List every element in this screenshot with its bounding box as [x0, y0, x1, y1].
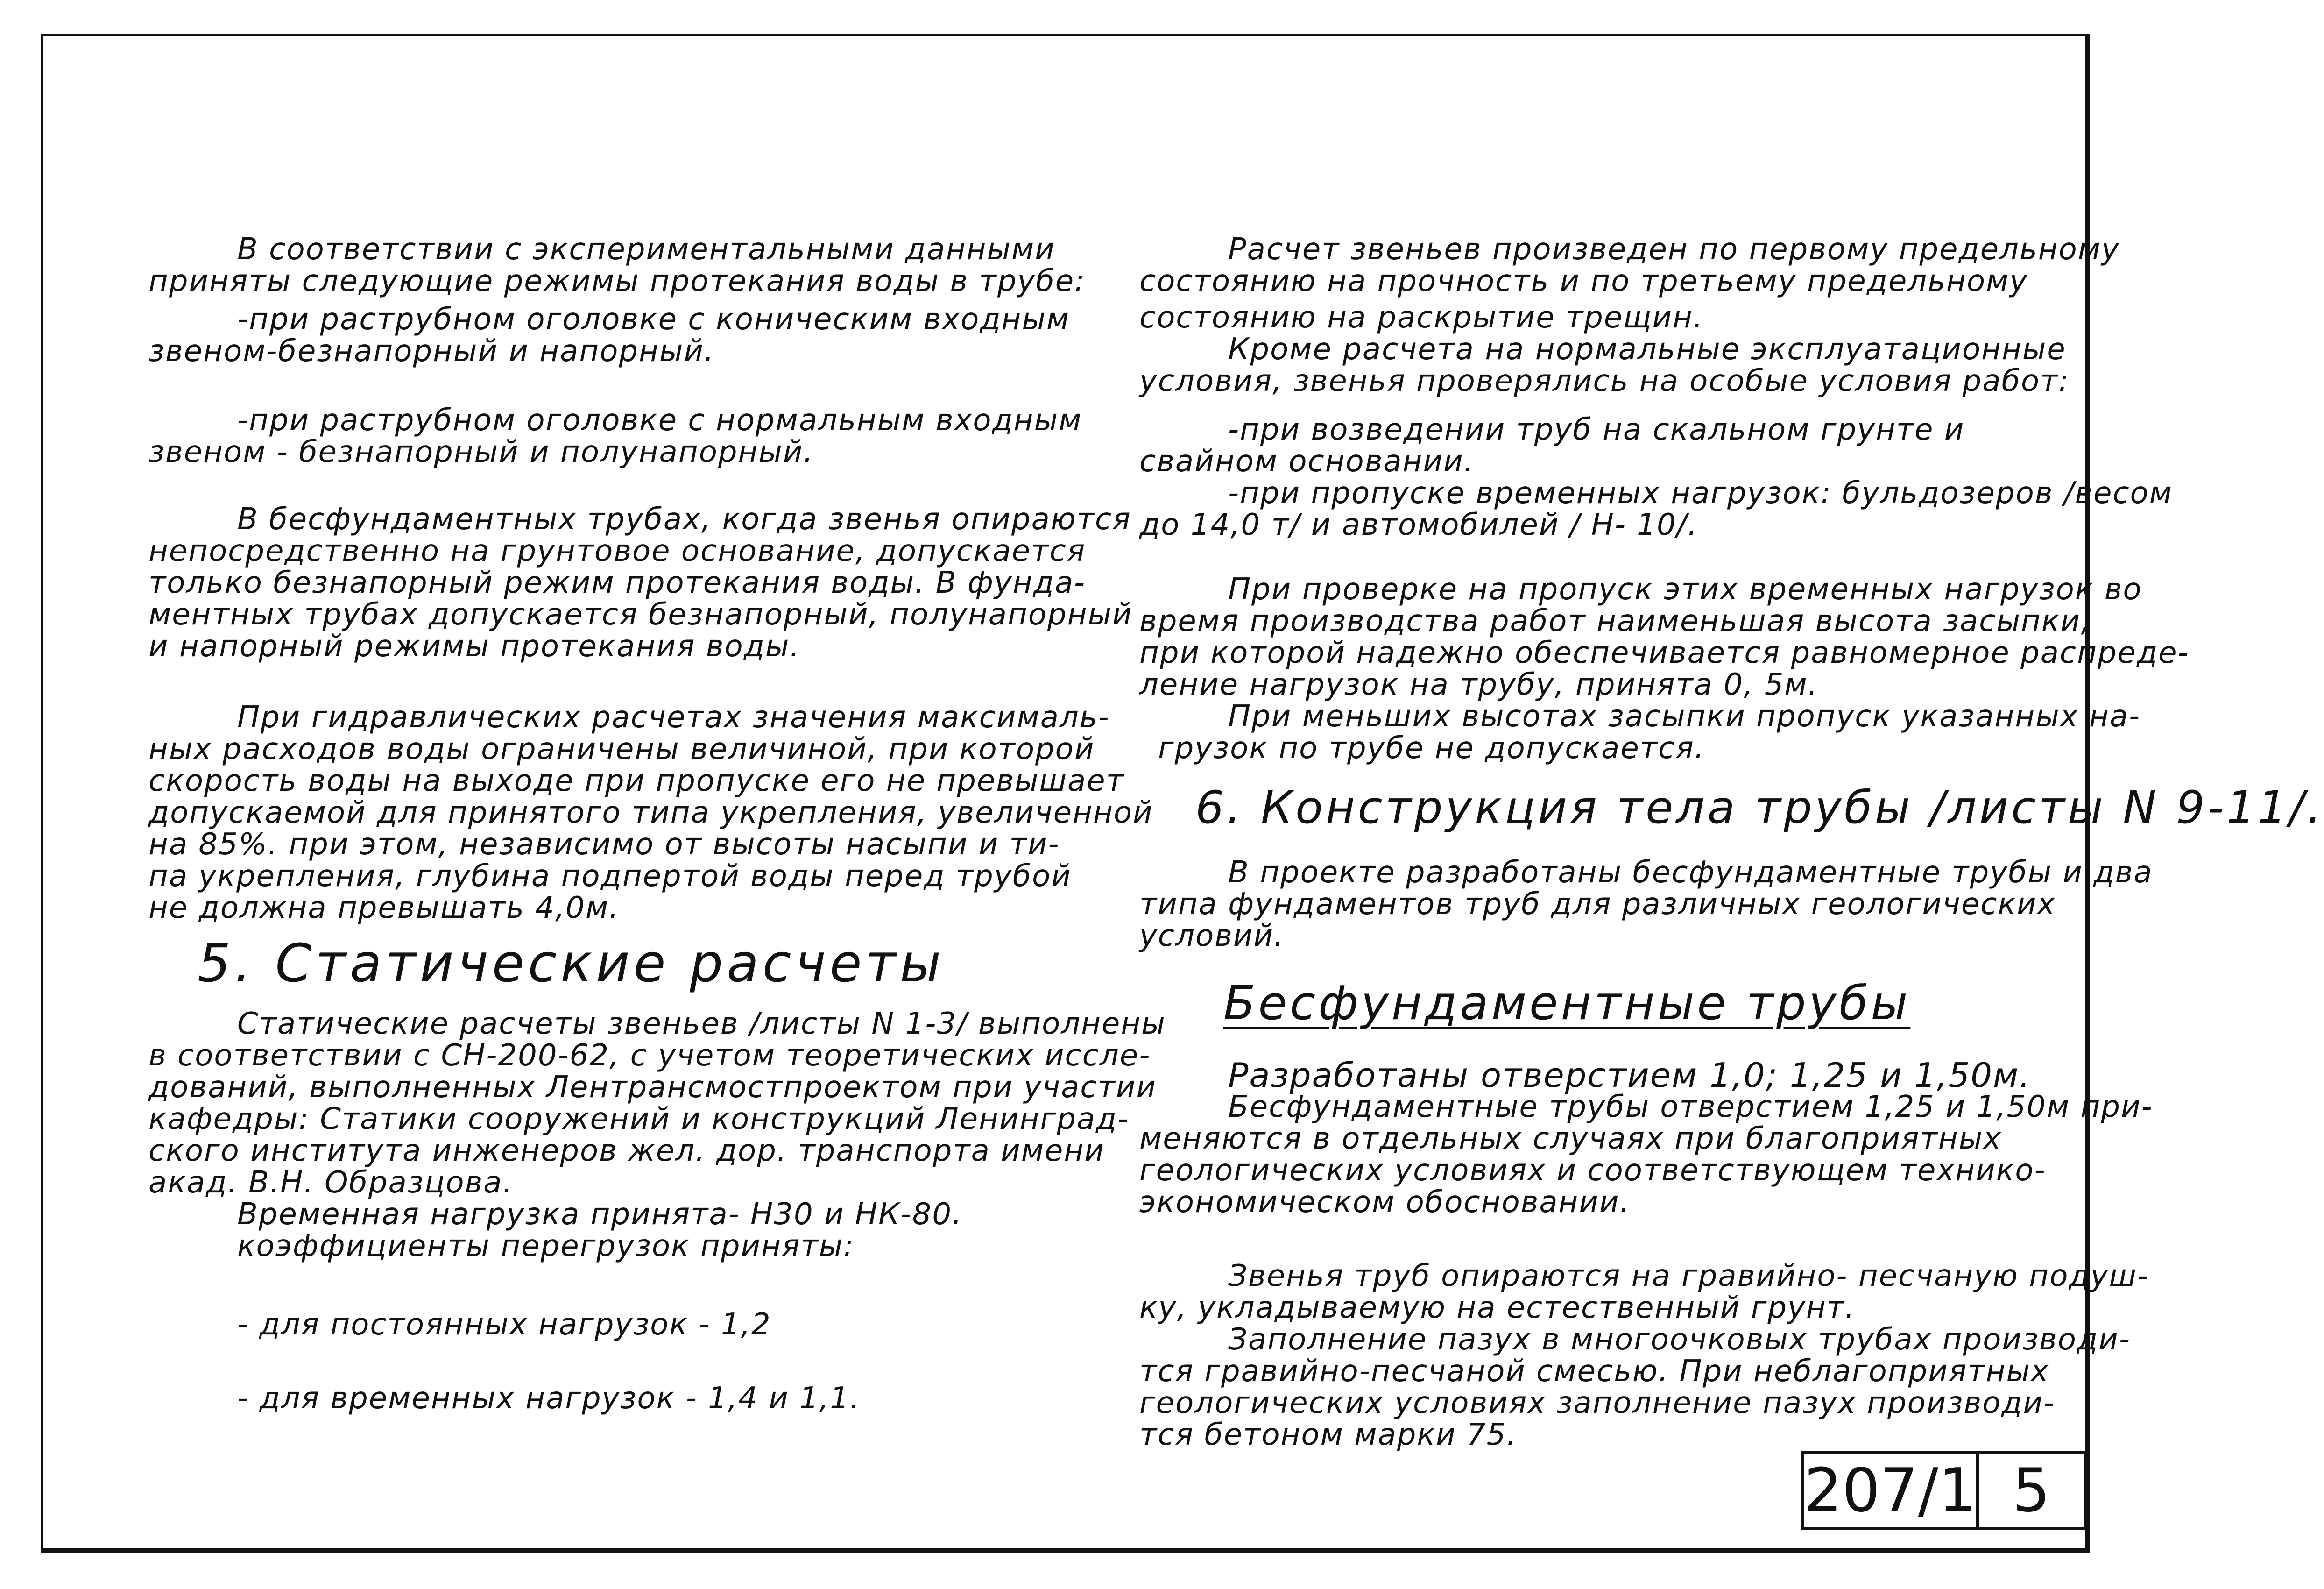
text-line: до 14,0 т/ и автомобилей / Н- 10/.: [1139, 508, 1698, 542]
text-line: При гидравлических расчетах значения максималь-: [237, 700, 1110, 735]
text-line: -при пропуске временных нагрузок: бульдозеров /весом: [1228, 476, 2173, 511]
text-line: состоянию на раскрытие трещин.: [1139, 300, 1704, 335]
text-line: - для постоянных нагрузок - 1,2: [237, 1307, 771, 1342]
text-line: Временная нагрузка принята- Н30 и НК-80.: [237, 1197, 963, 1232]
text-line: дований, выполненных Лентрансмостпроектом при участии: [148, 1070, 1157, 1105]
text-line: непосредственно на грунтовое основание, допускается: [148, 534, 1086, 568]
text-line: скорость воды на выходе при пропуске его не превышает: [148, 764, 1124, 798]
text-line: -при раструбном оголовке с коническим входным: [237, 302, 1070, 337]
text-line: экономическом обосновании.: [1139, 1185, 1630, 1220]
document-code: 207/1: [1804, 1454, 1979, 1527]
paragraph-backfill: [1139, 572, 2190, 766]
paragraph-static-calcs: [148, 1007, 1166, 1263]
text-line: ского института инженеров жел. дор. транспорта имени: [148, 1134, 1105, 1168]
text-line: звеном - безнапорный и полунапорный.: [148, 435, 814, 469]
text-line: -при раструбном оголовке с нормальным входным: [237, 403, 1082, 438]
right-text-column: [1139, 232, 2324, 1452]
text-line: Расчет звеньев произведен по первому предельному: [1228, 232, 2120, 267]
text-line: при которой надежно обеспечивается равномерное распреде-: [1139, 636, 2190, 670]
text-line: тся бетоном марки 75.: [1139, 1418, 1517, 1452]
text-line: звеном-безнапорный и напорный.: [148, 334, 715, 369]
paragraph-openings: [1139, 1056, 2153, 1220]
text-line: Статические расчеты звеньев /листы N 1-3/ выполнены: [237, 1007, 1166, 1041]
text-line: па укрепления, глубина подпертой воды перед трубой: [148, 859, 1072, 894]
text-line: В соответствии с экспериментальными данными: [237, 232, 1055, 267]
left-text-column: [148, 232, 1166, 1416]
text-line: ментных трубах допускается безнапорный, полунапорный: [148, 597, 1133, 632]
foundationless-pipes-subheading: Бесфундаментные трубы: [1223, 976, 1911, 1030]
text-line: кафедры: Статики сооружений и конструкций Ленинград-: [148, 1102, 1130, 1136]
text-line: ление нагрузок на трубу, принята 0, 5м.: [1139, 667, 1819, 702]
paragraph-foundationless: [148, 502, 1133, 664]
text-line: тся гравийно-песчаной смесью. При неблагоприятных: [1139, 1354, 2049, 1389]
text-line: При проверке на пропуск этих временных нагрузок во: [1228, 572, 2142, 607]
paragraph-permanent-loads: [148, 1309, 1087, 1341]
text-line: не должна превышать 4,0м.: [148, 891, 620, 925]
text-line: на 85%. при этом, независимо от высоты насыпи и ти-: [148, 827, 1060, 862]
paragraph-temporary-loads: [148, 1383, 1087, 1414]
text-line: Разработаны отверстием 1,0; 1,25 и 1,50м.: [1228, 1056, 2031, 1095]
text-line: коэффициенты перегрузок приняты:: [237, 1229, 855, 1263]
text-line: -при возведении труб на скальном грунте и: [1228, 412, 1965, 447]
text-line: Кроме расчета на нормальные эксплуатационные: [1228, 332, 2066, 367]
text-line: и напорный режимы протекания воды.: [148, 629, 800, 664]
text-line: геологических условиях заполнение пазух производи-: [1139, 1386, 2056, 1420]
text-line: ных расходов воды ограничены величиной, при которой: [148, 732, 1095, 766]
paragraph-flow-modes-2: [148, 404, 1087, 468]
text-line: приняты следующие режимы протекания воды в трубе:: [148, 264, 1086, 298]
paragraph-limit-states: [1139, 234, 2129, 397]
text-line: только безнапорный режим протекания воды. В фунда-: [148, 566, 1086, 600]
text-line: допускаемой для принятого типа укрепления, увеличенной: [148, 795, 1153, 830]
title-block-stamp: [1801, 1451, 2086, 1530]
text-line: геологических условиях и соответствующем технико-: [1139, 1153, 2046, 1188]
text-line: свайном основании.: [1139, 444, 1474, 479]
text-line: грузок по трубе не допускается.: [1158, 731, 1705, 766]
text-line: - для временных нагрузок - 1,4 и 1,1.: [237, 1381, 861, 1416]
text-line: Заполнение пазух в многоочковых трубах производи-: [1228, 1322, 2131, 1357]
text-line: условия, звенья проверялись на особые условия работ:: [1139, 364, 2070, 398]
text-line: В бесфундаментных трубах, когда звенья опираются: [237, 502, 1131, 537]
section-6-title: 6. Конструкция тела трубы /листы N 9-11/.: [1195, 781, 2324, 834]
paragraph-pipe-types: [1139, 855, 2153, 953]
text-line: время производства работ наименьшая высота засыпки,: [1139, 604, 2091, 638]
text-line: При меньших высотах засыпки пропуск указанных на-: [1228, 699, 2141, 734]
paragraph-flow-modes: [148, 234, 1087, 367]
text-line: состоянию на прочность и по третьему предельному: [1139, 264, 2028, 298]
section-5-title: 5. Статические расчеты: [198, 933, 945, 994]
text-line: В проекте разработаны бесфундаментные трубы и два: [1228, 855, 2153, 890]
text-line: типа фундаментов труб для различных геологических: [1139, 887, 2056, 922]
paragraph-hydraulic: [148, 700, 1153, 925]
text-line: условий.: [1139, 919, 1285, 953]
text-line: меняются в отдельных случаях при благоприятных: [1139, 1121, 2002, 1156]
paragraph-bedding: [1139, 1259, 2149, 1452]
text-line: акад. В.Н. Образцова.: [148, 1165, 513, 1200]
sheet-number: 5: [2012, 1455, 2050, 1525]
text-line: Звенья труб опираются на гравийно- песчаную подуш-: [1228, 1259, 2149, 1293]
paragraph-special-conditions: [1139, 412, 2173, 542]
text-line: ку, укладываемую на естественный грунт.: [1139, 1291, 1856, 1325]
text-line: Бесфундаментные трубы отверстием 1,25 и 1,50м при-: [1228, 1090, 2153, 1124]
text-line: в соответствии с СН-200-62, с учетом теоретических иссле-: [148, 1038, 1151, 1073]
